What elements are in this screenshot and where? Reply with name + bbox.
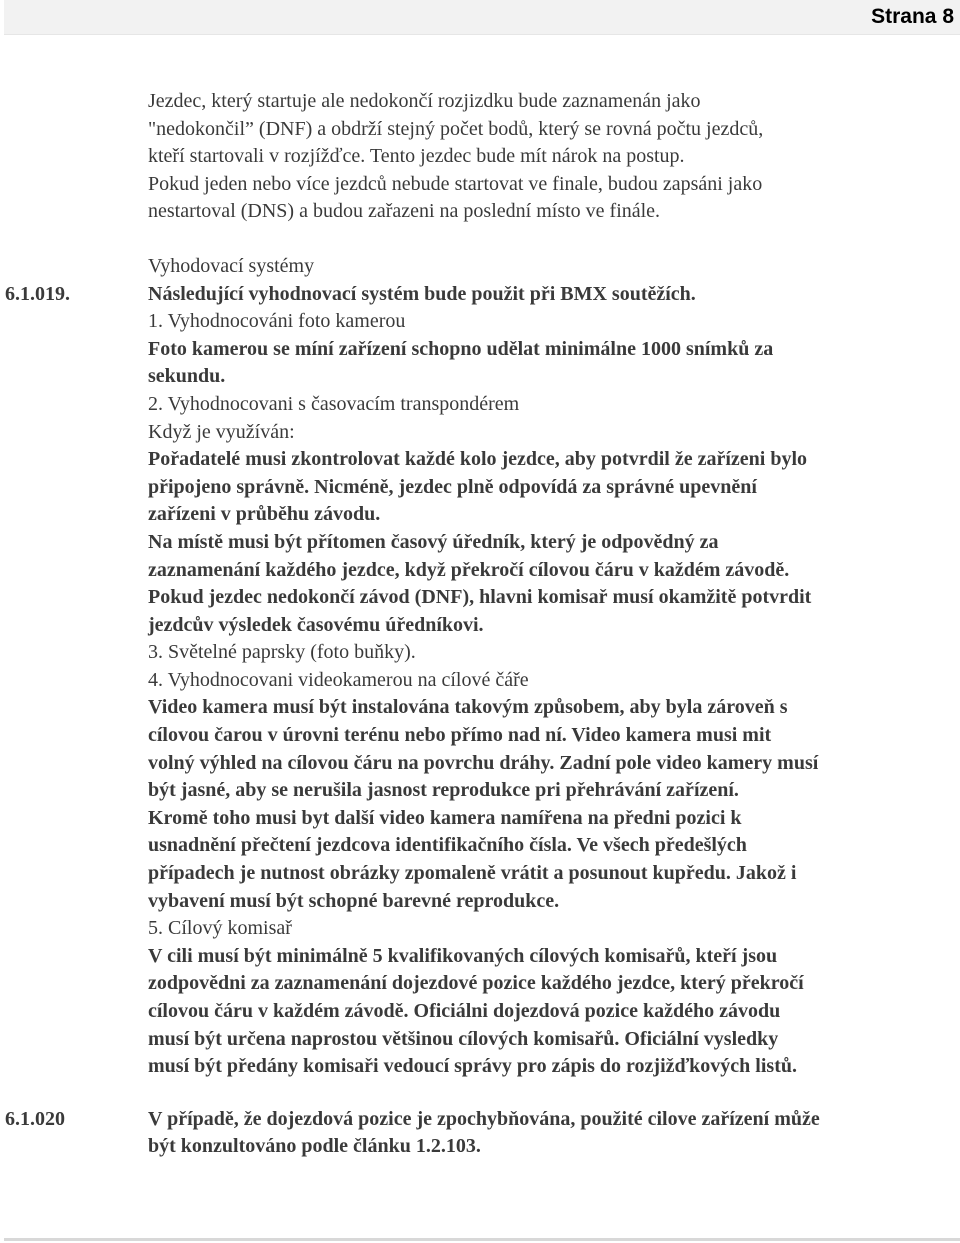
text-line: Kromě toho musi byt další video kamera namířena na předni pozici k — [148, 806, 742, 829]
intro-paragraph — [0, 88, 960, 226]
text-line: připojeno správně. Nicméně, jezdec plně odpovídá za správné upevnění — [148, 475, 757, 498]
text-line: jezdcův výsledek časovému úředníkovi. — [148, 613, 484, 636]
text-line: Video kamera musí být instalována takovým způsobem, aby byla zároveň s — [148, 696, 788, 719]
text-line: zaznamenání každého jezdce, když překročí cílovou čáru v každém závodě. — [148, 558, 790, 581]
list-heading: 5. Cílový komisař — [148, 917, 292, 940]
list-heading: 3. Světelné paprsky (foto buňky). — [148, 641, 416, 664]
text-line: cílovou čarou v úrovni terénu nebo přímo nad ní. Video kamera musi mit — [148, 724, 772, 747]
text-line: Pořadatelé musi zkontrolovat každé kolo jezdce, aby potvrdil že zařízeni bylo — [148, 448, 807, 471]
text-line: být jasné, aby se nerušila jasnost reprodukce pri přehrávání zařízení. — [148, 779, 739, 802]
text-line: zodpovědni za zaznamenání dojezdové pozice každého jezdce, který překročí — [148, 972, 804, 995]
text-line: "nedokončil” (DNF) a obdrží stejný počet bodů, který se rovná počtu jezdců, — [148, 117, 764, 140]
page-number: Strana 8 — [871, 5, 954, 28]
text-line: kteří startovali v rozjížďce. Tento jezdec bude mít nárok na postup. — [148, 145, 685, 168]
section-title: Vyhodovací systémy — [148, 254, 315, 277]
section-heading — [0, 253, 960, 281]
text-line: V cili musí být minimálně 5 kvalifikovaných cílových komisařů, kteří jsou — [148, 944, 778, 967]
text-line: být konzultováno podle článku 1.2.103. — [148, 1135, 481, 1158]
spacer — [0, 226, 960, 253]
list-heading: 4. Vyhodnocovani videokamerou na cílové čáře — [148, 668, 529, 691]
text-line: vybavení musí být schopné barevné reprodukce. — [148, 889, 560, 912]
text-line: musí být předány komisaři vedoucí správy pro zápis do rozjižďkových listů. — [148, 1055, 797, 1078]
text-line: zařízeni v průběhu závodu. — [148, 503, 381, 526]
list-heading: 1. Vyhodnocováni foto kamerou — [148, 310, 406, 333]
text-line: případech je nutnost obrázky zpomaleně vrátit a posunout kupředu. Jakož i — [148, 862, 797, 885]
section-number: 6.1.020 — [5, 1107, 65, 1130]
text-line: Následující vyhodnovací systém bude použit při BMX soutěžích. — [148, 282, 696, 305]
text-line: Když je využíván: — [148, 420, 295, 443]
text-line: Foto kamerou se míní zařízení schopno udělat minimálne 1000 snímků za — [148, 337, 774, 360]
text-line: sekundu. — [148, 365, 226, 388]
page-header — [4, 0, 960, 35]
text-line: V případě, že dojezdová pozice je zpochybňována, použité cilove zařízení může — [148, 1107, 820, 1130]
footer-divider — [4, 1238, 960, 1241]
section-number: 6.1.019. — [5, 282, 70, 305]
list-heading: 2. Vyhodnocovani s časovacím transpondérem — [148, 392, 520, 415]
section-6-1-020 — [0, 1106, 960, 1161]
text-line: Pokud jeden nebo více jezdců nebude startovat ve finale, budou zapsáni jako — [148, 172, 763, 195]
text-line: Pokud jezdec nedokončí závod (DNF), hlavni komisař musí okamžitě potvrdit — [148, 586, 812, 609]
text-line: nestartoval (DNS) a budou zařazeni na poslední místo ve finále. — [148, 200, 661, 223]
section-6-1-019 — [0, 281, 960, 1081]
text-line: musí být určena naprostou většinou cílových komisařů. Oficiální vysledky — [148, 1027, 779, 1050]
text-line: cílovou čáru v každém závodě. Oficiálni dojezdová pozice každého závodu — [148, 1000, 781, 1022]
text-line: Jezdec, který startuje ale nedokončí rozjizdku bude zaznamenán jako — [148, 90, 701, 112]
document-body — [0, 88, 960, 1161]
text-line: volný výhled na cílovou čáru na povrchu dráhy. Zadní pole video kamery musí — [148, 751, 819, 774]
text-line: Na místě musi být přítomen časový úředník, který je odpovědný za — [148, 530, 719, 553]
spacer — [0, 1081, 960, 1106]
text-line: usnadnění přečtení jezdcova identifikačního čísla. Ve všech předešlých — [148, 834, 747, 857]
